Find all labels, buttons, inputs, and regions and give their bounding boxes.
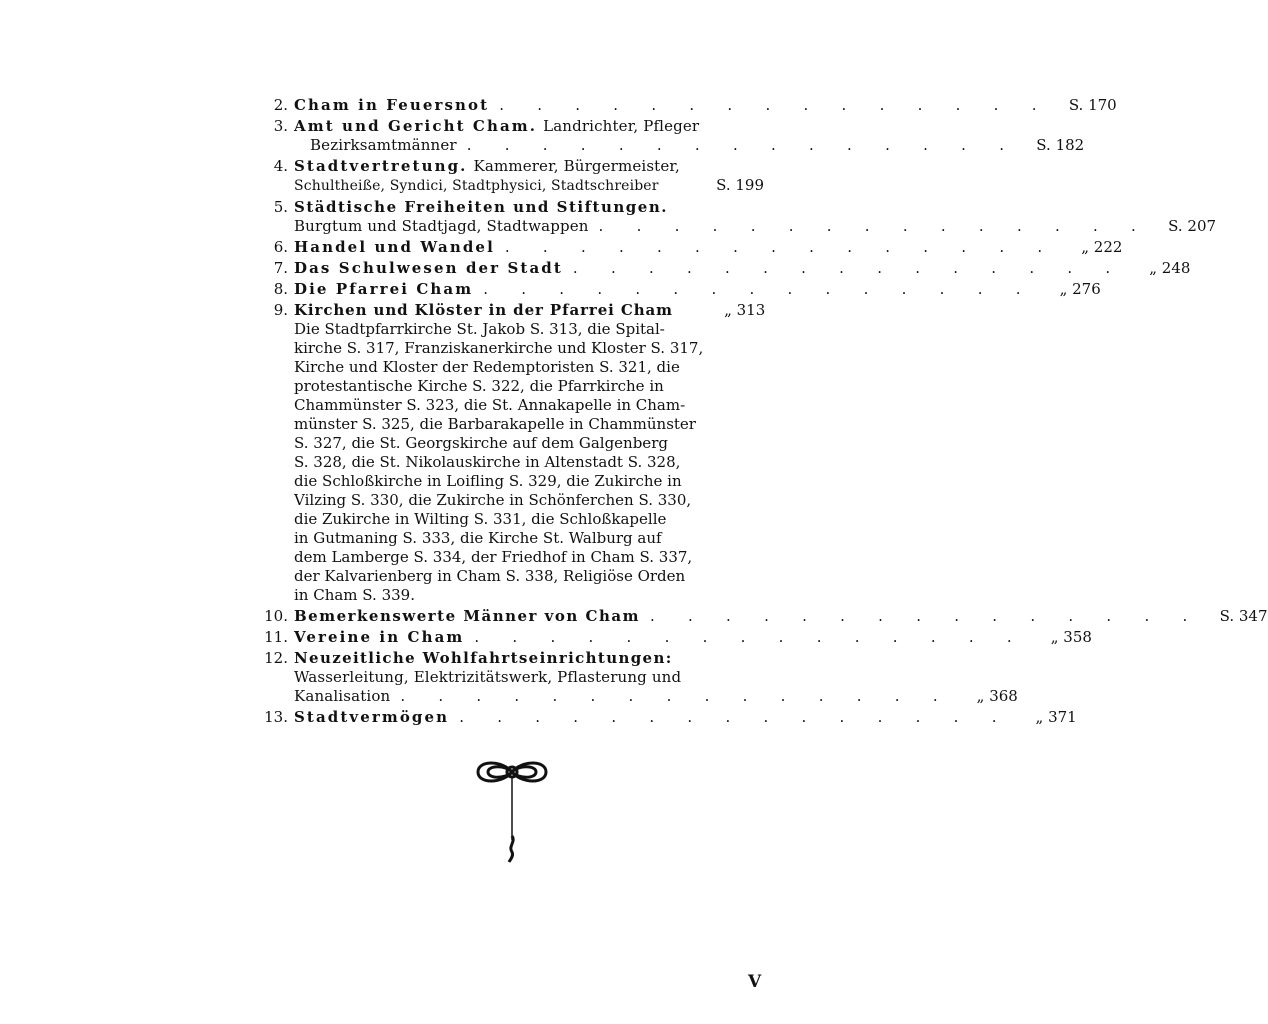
description-line: die Schloßkirche in Loifling S. 329, die Zukirche in [294, 472, 682, 490]
toc-entry-2 [254, 96, 1117, 115]
description-line: münster S. 325, die Barbarakapelle in Chammünster [294, 415, 696, 433]
leader-dots: . . . . . . . . . . . . . . . [572, 259, 1125, 277]
entry-number: 13. [264, 708, 288, 726]
entry-number: 3. [273, 117, 288, 135]
decorative-knot-ornament-icon [472, 752, 552, 872]
toc-entry-4 [254, 157, 764, 196]
entry-number: 12. [264, 649, 288, 667]
page-reference: S. 207 [1168, 217, 1217, 235]
leader-dots: . . . . . . . . . . . . . . . [459, 708, 1011, 726]
leader-dots: . . . . . . . . . . . . . . . [483, 280, 1035, 298]
page-reference: S. 182 [1036, 136, 1085, 154]
entry-subtitle: Landrichter, Pfleger [543, 117, 700, 135]
toc-entry-6 [254, 238, 1123, 257]
entry-title: Vereine in Cham [294, 628, 465, 646]
entry-number: 8. [273, 280, 288, 298]
page-reference: S. 347 [1219, 607, 1268, 625]
page-reference: S. 199 [716, 176, 764, 194]
toc-entry-12 [254, 649, 1018, 706]
page-reference: „ 222 [1081, 238, 1123, 256]
entry-title: Stadtvermögen [294, 708, 450, 726]
description-line: dem Lamberge S. 334, der Friedhof in Cham S. 337, [294, 548, 693, 566]
entry-number: 6. [273, 238, 288, 256]
entry-title: Stadtvertretung. [294, 157, 468, 175]
entry-title: Städtische Freiheiten und Stiftungen. [294, 198, 668, 216]
description-line: die Zukirche in Wilting S. 331, die Schloßkapelle [294, 510, 667, 528]
entry-number: 4. [273, 157, 288, 175]
page-reference: „ 313 [724, 301, 766, 319]
page-reference: „ 371 [1035, 708, 1077, 726]
toc-entry-10 [254, 607, 1268, 626]
entry-number: 11. [264, 628, 288, 646]
entry-subtitle-line: Bezirksamtmänner [310, 136, 457, 154]
entry-description [294, 320, 765, 605]
entry-subtitle-line: Schultheiße, Syndici, Stadtphysici, Stadtschreiber [294, 178, 659, 194]
entry-number: 10. [264, 607, 288, 625]
entry-title: Kirchen und Klöster in der Pfarrei Cham [294, 301, 673, 319]
description-line: Chammünster S. 323, die St. Annakapelle in Cham- [294, 396, 686, 414]
leader-dots: . . . . . . . . . . . . . . . [598, 217, 1151, 235]
description-line: in Cham S. 339. [294, 586, 415, 604]
toc-entry-13 [254, 708, 1077, 727]
page-reference: „ 276 [1059, 280, 1101, 298]
leader-dots: . . . . . . . . . . . . . . . [649, 607, 1202, 625]
leader-dots: . . . . . . . . . . . . . . . [474, 628, 1026, 646]
entry-number: 2. [273, 96, 288, 114]
description-line: S. 327, die St. Georgskirche auf dem Galgenberg [294, 434, 668, 452]
page-reference: S. 170 [1068, 96, 1117, 114]
page-number: V [748, 972, 762, 992]
toc-entry-11 [254, 628, 1092, 647]
entry-subtitle-line: Kanalisation [294, 687, 391, 705]
description-line: Vilzing S. 330, die Zukirche in Schönferchen S. 330, [294, 491, 692, 509]
entry-number: 9. [273, 301, 288, 319]
toc-entry-8 [254, 280, 1101, 299]
description-line: Kirche und Kloster der Redemptoristen S. 321, die [294, 358, 680, 376]
description-line: Die Stadtpfarrkirche St. Jakob S. 313, die Spital- [294, 320, 665, 338]
table-of-contents [254, 96, 1268, 729]
entry-title: Amt und Gericht Cham. [294, 117, 538, 135]
entry-title: Handel und Wandel [294, 238, 495, 256]
page-reference: „ 368 [976, 687, 1018, 705]
toc-entry-5 [254, 198, 1217, 236]
entry-number: 7. [273, 259, 288, 277]
entry-title: Die Pfarrei Cham [294, 280, 474, 298]
entry-subtitle: Kammerer, Bürgermeister, [473, 157, 680, 175]
leader-dots: . . . . . . . . . . . . . . . [466, 136, 1019, 154]
entry-subtitle-line: Burgtum und Stadtjagd, Stadtwappen [294, 217, 589, 235]
leader-dots: . . . . . . . . . . . . . . . [400, 687, 952, 705]
toc-entry-7 [254, 259, 1191, 278]
leader-dots: . . . . . . . . . . . . . . . [499, 96, 1051, 114]
page-reference: „ 358 [1050, 628, 1092, 646]
description-line: kirche S. 317, Franziskanerkirche und Kloster S. 317, [294, 339, 704, 357]
entry-title: Bemerkenswerte Männer von Cham [294, 607, 640, 625]
description-line: der Kalvarienberg in Cham S. 338, Religiöse Orden [294, 567, 686, 585]
toc-entry-3 [254, 117, 1085, 155]
page-reference: „ 248 [1149, 259, 1191, 277]
toc-entry-9 [254, 301, 764, 605]
description-line: protestantische Kirche S. 322, die Pfarrkirche in [294, 377, 664, 395]
entry-title: Neuzeitliche Wohlfahrtseinrichtungen: [294, 649, 673, 667]
leader-dots: . . . . . . . . . . . . . . . [504, 238, 1057, 256]
description-line: S. 328, die St. Nikolauskirche in Altenstadt S. 328, [294, 453, 681, 471]
entry-number: 5. [273, 198, 288, 216]
entry-subtitle-line: Wasserleitung, Elektrizitätswerk, Pflasterung und [294, 668, 682, 686]
entry-title: Das Schulwesen der Stadt [294, 259, 563, 277]
description-line: in Gutmaning S. 333, die Kirche St. Walburg auf [294, 529, 662, 547]
entry-title: Cham in Feuersnot [294, 96, 490, 114]
